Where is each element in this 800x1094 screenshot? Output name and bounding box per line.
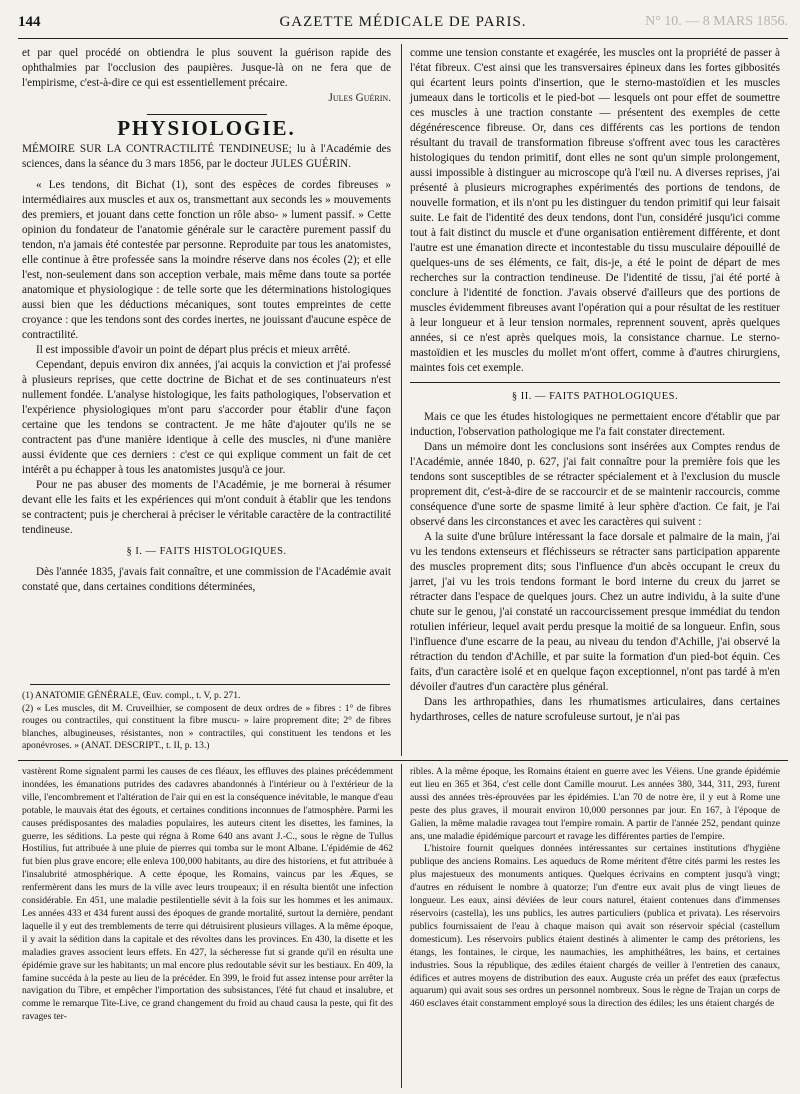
left-column-top <box>22 46 391 595</box>
signature: Jules Guérin. <box>328 92 391 104</box>
body-paragraph: Dans les arthropathies, dans les rhumatismes articulaires, dans certaines hydarthroses, celles de nature scrofuleuse surtout, je n'ai pas <box>410 696 780 723</box>
body-paragraph: « Les tendons, dit Bichat (1), sont des espèces de cordes fibreuses » intermédiaires aux muscles et aux os, transmettant aux seconds les » mouvements des premiers, et jouant dans cette fonction un rôle abso- » lument passif. » Cette opinion du fondateur de l'anatomie générale sur le caractère purement passif du tendon, n'a jamais été contestée par personne. Reproduite par tous les anatomistes, elle continue à être professée sans la moindre réserve dans nos écoles (2); et elle l'est, non-seulement dans son acception verbale, mais même dans toute sa portée anatomique et physiologique : de telle sorte que les déterminations histologiques aussi bien que les déductions mécaniques, sont toutes empreintes de cette croyance : que les tendons sont des cordes inertes, ne jouissant d'aucune espèce de contractilité. <box>22 179 391 341</box>
page-number: 144 <box>18 14 41 30</box>
body-paragraph: Dès l'année 1835, j'avais fait connaître, et une commission de l'Académie avait constaté que, dans certaines conditions déterminées, <box>22 566 391 593</box>
body-paragraph: Dans un mémoire dont les conclusions sont insérées aux Comptes rendus de l'Académie, année 1840, p. 627, j'ai fait connaître pour la première fois que les tendons sont susceptibles de se rétracter spécialement et à l'exclusion du muscle proprement dit, c'est-à-dire de se raccourcir et de se maintenir raccourcis, comme conséquence d'une sorte de spasme limité à leur sphère d'action. Ce fait, je l'ai observé dans les circonstances et avec les caractères qui suivent : <box>410 441 780 528</box>
footnote-rule <box>30 684 390 685</box>
journal-title: GAZETTE MÉDICALE DE PARIS. <box>279 14 527 30</box>
body-paragraph: ribles. A la même époque, les Romains étaient en guerre avec les Véiens. Une grande épidémie eut lieu en 365 et 364, c'est celle dont Camille mourut. Les années 380, 344, 311, 293, furent aussi des années très-éprouvées par les épidémies. L'an 70 de notre ère, il y eut à Rome une peste des plus graves, il mourait environ 10,000 personnes par jour. En 167, à l'époque de Galien, la même maladie ravagea tout l'empire romain. A partir de l'année 252, pendant quinze ans, une maladie épidémique parcourt et ravage les différentes parties de l'empire. <box>410 766 780 842</box>
separator <box>147 114 267 115</box>
footnote-1: (1) ANATOMIE GÉNÉRALE, Œuv. compl., t. V, p. 271. <box>22 690 241 701</box>
body-paragraph: A la suite d'une brûlure intéressant la face dorsale et palmaire de la main, j'ai vu les tendons extenseurs et fléchisseurs se rétracter sans participation apparente des muscles proprement dits; sous l'influence d'un abcès occupant le creux du jarret, j'ai vu les trois tendons formant le bord interne du creux du jarret se rétracter dans l'espace de quelques jours. Chez un autre individu, à la suite d'une chute sur le genou, j'ai constaté un raccourcissement presque immédiat du tendon rotulien inférieur, lequel avait perdu presque la moitié de sa longueur. Enfin, sous l'influence d'une escarre de la peau, au niveau du tendon d'Achille, j'ai observé la rétraction du tendon d'Achille, et par suite la formation d'un pied-bot équin. Ces faits, d'un caractère isolé et en quelque façon exceptionnel, n'ont pas tardé à m'en dévoiler d'autres d'un caractère plus général. <box>410 531 780 693</box>
section-heading-histologiques: § I. — FAITS HISTOLOGIQUES. <box>126 546 287 557</box>
bleed-through-text: N° 10. — 8 MARS 1856. <box>645 14 788 29</box>
half-page-rule <box>18 760 788 761</box>
column-divider-top <box>401 44 402 756</box>
body-paragraph: comme une tension constante et exagérée, les muscles ont la propriété de passer à l'état fibreux. C'est ainsi que les transversaires épineux dans les fortes gibbosités qui écartent leurs points d'insertion, que le sterno-mastoïdien et les muscles jumeaux dans le torticolis et le pied-bot — lesquels ont pour effet de soumettre ces muscles à une traction constante — présentent des exemples de cette dégénérescence fibreuse. Or, dans ces différents cas les portions de tendon résultant du travail de transformation fibreuse s'offrent avec tous les caractères histologiques du tendon primitif, dont elles ne sont qu'un simple prolongement, aussi impossible à distinguer au microscope qu'à l'œil nu. A diverses reprises, j'ai présenté à plusieurs micrographes expérimentés des portions de tendons, de nouvelle formation, et ils n'ont pu les distinguer du tendon primitif qui leur faisait suite. Le fait de l'identité des deux tendons, dont l'un, considéré jusqu'ici comme tout à fait distinct du muscle et d'une organisation entièrement différente, et dont l'autre est une émanation directe et incontestable du tissu musculaire dépouillé de quelques-uns de ses éléments, ce fait, dis-je, a été le point de départ de mes recherches sur la contraction tendineuse. De l'identité de tissu, j'ai été porté à conclure à l'identité de fonction. J'avais observé d'ailleurs que des portions de muscles évidemment fibreuses avant l'opération qui a pour résultat de les restituer à leur longueur et à leur tension normales, reprennent souvent, après quelques années, si ce n'est après quelques mois, la consistance charnue. Le sterno-mastoïdien et les muscles du mollet m'ont offert, comme à d'autres chirurgiens, maintes fois cet exemple. <box>410 47 780 374</box>
running-header <box>18 10 788 36</box>
body-paragraph: Mais ce que les études histologiques ne permettaient encore d'établir que par induction, l'observation pathologique me l'a fait constater directement. <box>410 411 780 438</box>
body-paragraph: Pour ne pas abuser des moments de l'Académie, je me bornerai à résumer devant elle les faits et les expériences qui m'ont conduit à établir que les tendons se contractent; puis je chercherai à préciser le véritable caractère de la contractilité tendineuse. <box>22 479 391 536</box>
header-rule <box>18 38 788 39</box>
footnote-2: (2) « Les muscles, dit M. Cruveilhier, se composent de deux ordres de » fibres : 1° de fibres rouges ou contractiles, qui constituent la fibre muscu- » laire proprement dite; 2° de fibres blanches, albugineuses, résistantes, non » contractiles, qui constituent les tendons et les aponévroses. » (ANAT. DESCRIPT., t. II, p. 13.) <box>22 702 391 752</box>
body-paragraph: L'histoire fournit quelques données intéressantes sur certaines institutions d'hygiène publique des anciens Romains. Les aqueducs de Rome méritent d'être cités parmi les restes les plus majestueux des monuments antiques. Quelques écrivains en comptent jusqu'à vingt; d'autres en réduisent le nombre à quatorze; l'un d'entre eux avait plus de vingt lieues de longueur. Les eaux, ainsi déviées de leur cours naturel, étaient contenues dans d'immenses réservoirs (castella), les uns publics, les autres particuliers (publica et privata). Les réservoirs publics fournissaient de l'eau à chaque maison qui avait son réservoir spécial (castellum domesticum). Les réservoirs publics étaient destinés à alimenter le camp des prétoriens, les étangs, les fontaines, le cirque, les naumachies, les amphithéâtres, les bains, et certaines industries. Sous la république, des ædiles étaient chargés de veiller à l'entretien des canaux, édifices et autres moyens de distribution des eaux. Auguste créa un préfet des eaux (præfectus aquarum) qui avait sous ses ordres un personnel nombreux. Sous le règne de Trajan un corps de 460 esclaves était constamment employé sous la direction des édiles; les uns étaient chargés de <box>410 843 780 1010</box>
bottom-left-column <box>22 766 393 1024</box>
section-rule <box>410 382 780 383</box>
footnotes <box>22 690 391 753</box>
carryover-paragraph: et par quel procédé on obtiendra le plus souvent la guérison rapide des ophthalmies par l'occlusion des paupières. Jusque-là on ne fera que de l'empirisme, c'est-à-dire ce qui est essentiellement précaire. <box>22 47 391 89</box>
section-title-physiologie: PHYSIOLOGIE. <box>117 116 296 140</box>
memoir-intro: MÉMOIRE SUR LA CONTRACTILITÉ TENDINEUSE; lu à l'Académie des sciences, dans la séance du 3 mars 1856, par le docteur JULES GUÉRIN. <box>22 143 391 170</box>
column-divider-bottom <box>401 764 402 1088</box>
body-paragraph: Il est impossible d'avoir un point de départ plus précis et mieux arrêté. <box>36 344 351 356</box>
body-paragraph: vastèrent Rome signalent parmi les causes de ces fléaux, les effluves des plaines précédemment inondées, les émanations putrides des cadavres abandonnés à l'intérieur ou à l'extérieur de la ville, l'encombrement et l'altération de l'air qui en est la conséquence inévitable, le manque d'eau potable, le mauvais état des égouts, et certaines conditions inconnues de l'atmosphère. Parmi les causes prédisposantes des maladies populaires, les auteurs citent les disettes, les famines, la guerre, les séditions. La peste qui régna à Rome 640 ans avant J.-C., sous le règne de Tullus Hostilius, fut attribuée à une pluie de pierres qui tomba sur le mont Albane. L'épidémie de 462 fut bien plus grave encore; elle enleva 100,000 habitants, au dire des historiens, et fut attribuée à l'insalubrité atmosphérique. A cette époque, les Romains, vaincus par les Æques, se renfermèrent dans les murs de la ville avec leurs troupeaux; il en résulta bientôt une infection considérable. En 451, une maladie pestilentielle sévit à la fois sur les hommes et les animaux. Les années 433 et 434 furent aussi des époques de grande mortalité, surtout la dernière, pendant laquelle il y eut des tremblements de terre qui détruisirent plusieurs villages. A la même époque, il y avait la sédition dans la capitale et des révoltes dans les provinces. En 430, la disette et les maladies graves associent leurs effets. En 427, la sécheresse fut si grande qu'il en résulta une épidémie grave sur les habitants; un mal encore plus redoutable sévit sur les bestiaux. En 409, la famine succéda à la peste au lieu de la précéder. En 399, le froid fut assez intense pour arrêter la navigation du Tibre, et empêcher l'importation des subsistances, l'été fut chaud et insalubre, et comme le remarque Tite-Live, ce grand changement du froid au chaud causa la peste, qui fit des ravages ter- <box>22 766 393 1023</box>
section-heading-pathologiques: § II. — FAITS PATHOLOGIQUES. <box>511 391 679 402</box>
right-column-top <box>410 46 780 725</box>
bottom-right-column <box>410 766 780 1011</box>
body-paragraph: Cependant, depuis environ dix années, j'ai acquis la conviction et j'ai professé à plusieurs reprises, que cette doctrine de Bichat et de ses continuateurs n'est nullement fondée. L'analyse histologique, les faits pathologiques, l'observation et l'expérience physiologiques m'ont paru s'accorder pour établir d'une façon certaine que les tendons se contractent. Je me hâte d'ajouter qu'ils ne se contractent pas d'une manière identique à celle des muscles, ni d'une manière aussi évidente que ces derniers : c'est ce qui explique comment un fait de cet intérêt a pu échapper à tous les anatomistes jusqu'à ce jour. <box>22 359 391 476</box>
